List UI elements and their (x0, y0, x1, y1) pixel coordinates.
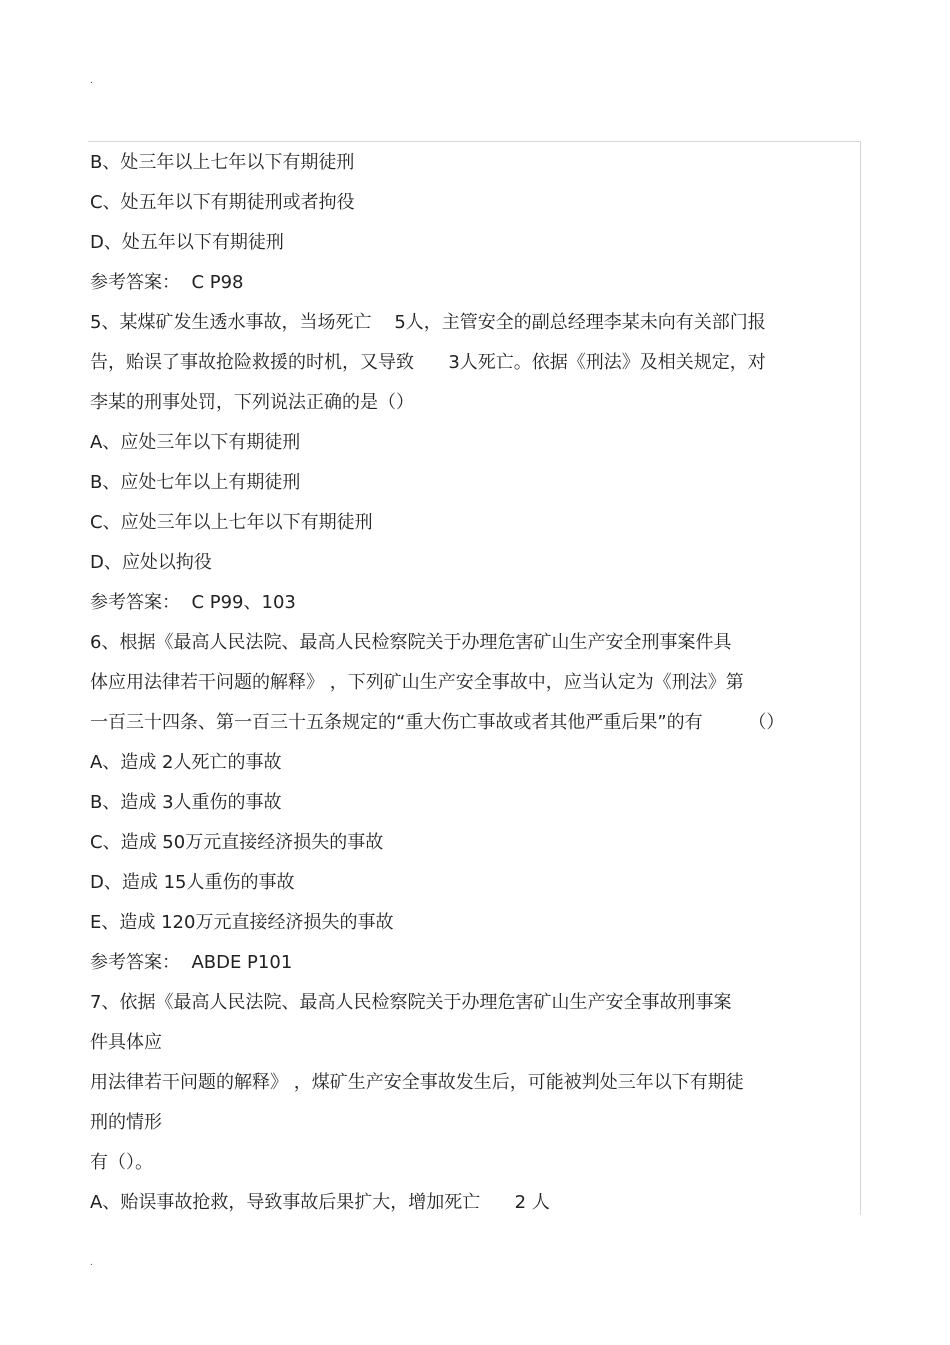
question-line: 件具体应 (90, 1032, 162, 1053)
text-line: C、处五年以下有期徒刑或者拘役 (90, 192, 355, 213)
option-line: A、应处三年以下有期徒刑 (90, 432, 301, 453)
page-frame-top-border (88, 141, 861, 142)
question-line: 李某的刑事处罚，下列说法正确的是（） (90, 392, 414, 413)
page-mark-bottom: . (90, 1258, 93, 1268)
question-line: 用法律若干问题的解释》 ，煤矿生产安全事故发生后，可能被判处三年以下有期徒 (90, 1072, 744, 1093)
text-line: B、处三年以上七年以下有期徒刑 (90, 152, 355, 173)
option-line: A、造成 2人死亡的事故 (90, 752, 282, 773)
answer-line: 参考答案： C P98 (90, 272, 244, 293)
question-line: 体应用法律若干问题的解释》 ，下列矿山生产安全事故中，应当认定为《刑法》第 (90, 672, 744, 693)
question-line: 6、根据《最高人民法院、最高人民检察院关于办理危害矿山生产安全刑事案件具 (90, 632, 732, 653)
answer-line: 参考答案： C P99、103 (90, 592, 296, 613)
text-line: D、处五年以下有期徒刑 (90, 232, 284, 253)
option-line: C、造成 50万元直接经济损失的事故 (90, 832, 384, 853)
question-line: 一百三十四条、第一百三十五条规定的“重大伤亡事故或者其他严重后果”的有 （） (90, 712, 785, 733)
page-mark-top: . (90, 76, 93, 86)
option-line: D、造成 15人重伤的事故 (90, 872, 295, 893)
option-line: D、应处以拘役 (90, 552, 212, 573)
question-line: 5、某煤矿发生透水事故，当场死亡 5人，主管安全的副总经理李某未向有关部门报 (90, 312, 766, 333)
document-body (90, 143, 865, 1223)
answer-line: 参考答案： ABDE P101 (90, 952, 293, 973)
question-line: 告，贻误了事故抢险救援的时机，又导致 3人死亡。依据《刑法》及相关规定，对 (90, 352, 766, 373)
question-line: 刑的情形 (90, 1112, 162, 1133)
option-line: A、贻误事故抢救，导致事故后果扩大，增加死亡 2 人 (90, 1192, 550, 1213)
question-line: 有（）。 (90, 1152, 153, 1173)
option-line: B、应处七年以上有期徒刑 (90, 472, 301, 493)
question-line: 7、依据《最高人民法院、最高人民检察院关于办理危害矿山生产安全事故刑事案 (90, 992, 732, 1013)
option-line: E、造成 120万元直接经济损失的事故 (90, 912, 394, 933)
option-line: B、造成 3人重伤的事故 (90, 792, 282, 813)
option-line: C、应处三年以上七年以下有期徒刑 (90, 512, 373, 533)
